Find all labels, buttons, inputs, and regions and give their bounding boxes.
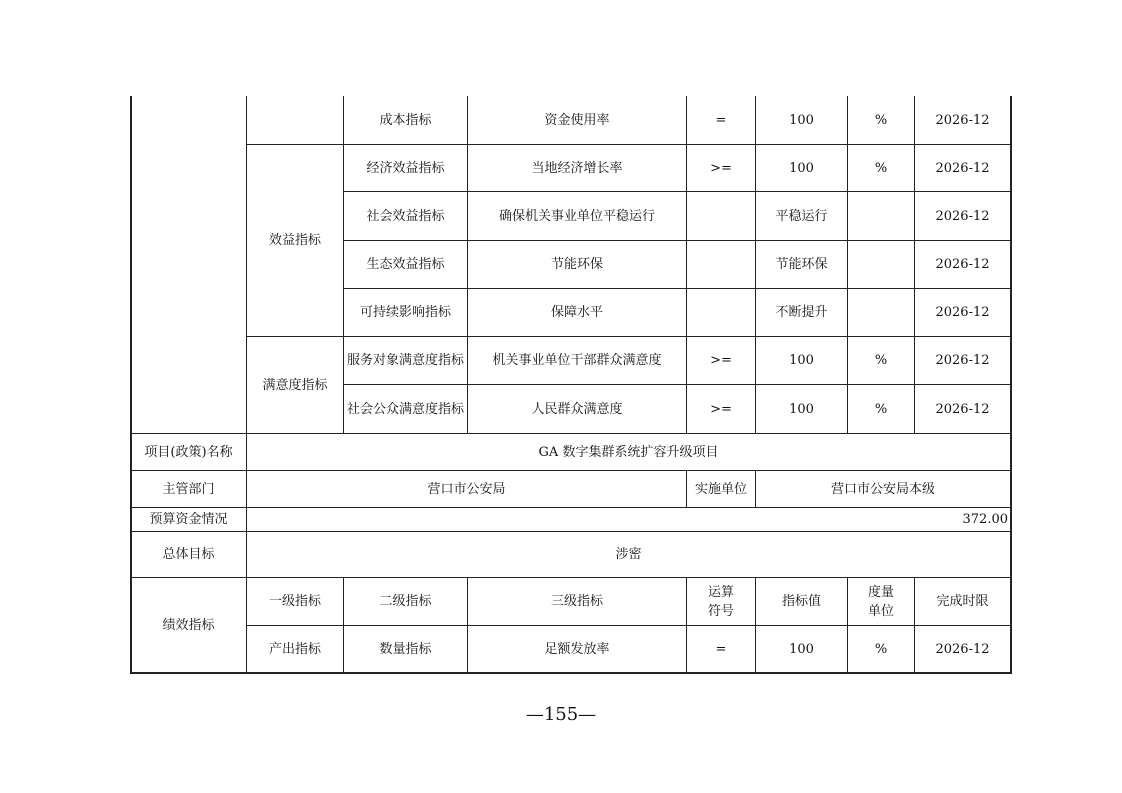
goal-value: 涉密 — [615, 547, 642, 562]
metric-cell: 确保机关事业单位平稳运行 — [498, 208, 655, 224]
deadline-cell: 2026-12 — [935, 208, 990, 224]
perf-l1-cell: 产出指标 — [268, 641, 321, 657]
perf-unit-cell: % — [874, 641, 888, 657]
budget-label: 预算资金情况 — [149, 512, 228, 527]
header-unit-line1: 度量 — [867, 584, 894, 600]
op-cell: >= — [710, 401, 732, 417]
impl-label: 实施单位 — [694, 481, 747, 497]
group-satisfaction-label: 满意度指标 — [262, 377, 328, 393]
metric-cell: 当地经济增长率 — [531, 160, 623, 176]
header-deadline: 完成时限 — [936, 594, 989, 609]
header-unit-line2: 单位 — [867, 603, 894, 619]
deadline-cell: 2026-12 — [935, 305, 990, 320]
value-cell: 100 — [789, 160, 814, 176]
table-border-right — [1010, 96, 1012, 674]
dept-label: 主管部门 — [162, 481, 215, 497]
l3-cell: 成本指标 — [379, 112, 432, 128]
perf-op-cell: = — [715, 641, 727, 657]
unit-cell: % — [874, 401, 888, 417]
deadline-cell: 2026-12 — [935, 353, 990, 368]
project-name-label: 项目(政策)名称 — [144, 444, 233, 460]
perf-l2-cell: 数量指标 — [379, 641, 432, 657]
value-cell: 不断提升 — [775, 305, 828, 320]
unit-cell: % — [874, 112, 888, 128]
goal-label: 总体目标 — [162, 547, 215, 562]
metric-cell: 保障水平 — [550, 305, 603, 320]
l3-cell: 生态效益指标 — [366, 257, 445, 272]
l3-cell: 可持续影响指标 — [359, 305, 451, 320]
header-l3: 三级指标 — [550, 594, 603, 609]
metric-cell: 人民群众满意度 — [531, 401, 623, 417]
value-cell: 节能环保 — [775, 257, 828, 272]
page-number: —155— — [525, 704, 597, 725]
unit-cell: % — [874, 353, 888, 368]
value-cell: 100 — [789, 353, 814, 368]
l3-cell: 社会效益指标 — [366, 208, 445, 224]
deadline-cell: 2026-12 — [935, 160, 990, 176]
table-border-bottom — [130, 672, 1012, 674]
impl-value: 营口市公安局本级 — [830, 481, 935, 497]
budget-value: 372.00 — [962, 512, 1008, 527]
metric-cell: 资金使用率 — [544, 112, 610, 128]
deadline-cell: 2026-12 — [935, 401, 990, 417]
perf-value-cell: 100 — [789, 641, 814, 657]
header-unit — [848, 578, 914, 625]
dept-value: 营口市公安局 — [427, 481, 506, 497]
perf-l3-cell: 足额发放率 — [544, 641, 610, 657]
project-name-value: GA 数字集群系统扩容升级项目 — [538, 444, 719, 460]
unit-cell: % — [874, 160, 888, 176]
l3-cell: 社会公众满意度指标 — [346, 401, 464, 417]
header-op-line2: 符号 — [707, 603, 734, 619]
op-cell: >= — [710, 160, 732, 176]
value-cell: 平稳运行 — [775, 208, 828, 224]
deadline-cell: 2026-12 — [935, 257, 990, 272]
header-value: 指标值 — [781, 594, 821, 609]
l3-cell: 经济效益指标 — [366, 160, 445, 176]
metric-cell: 节能环保 — [550, 257, 603, 272]
value-cell: 100 — [789, 112, 814, 128]
l3-cell: 服务对象满意度指标 — [346, 353, 464, 368]
deadline-cell: 2026-12 — [935, 112, 990, 128]
header-op-line1: 运算 — [707, 584, 734, 600]
op-cell: = — [715, 112, 727, 128]
group-benefit-label: 效益指标 — [268, 233, 321, 248]
header-l2: 二级指标 — [379, 594, 432, 609]
perf-label: 绩效指标 — [162, 617, 215, 633]
metric-cell: 机关事业单位干部群众满意度 — [492, 353, 662, 368]
header-op — [687, 578, 755, 625]
perf-deadline-cell: 2026-12 — [935, 641, 990, 657]
op-cell: >= — [710, 353, 732, 368]
value-cell: 100 — [789, 401, 814, 417]
header-l1: 一级指标 — [268, 594, 321, 609]
